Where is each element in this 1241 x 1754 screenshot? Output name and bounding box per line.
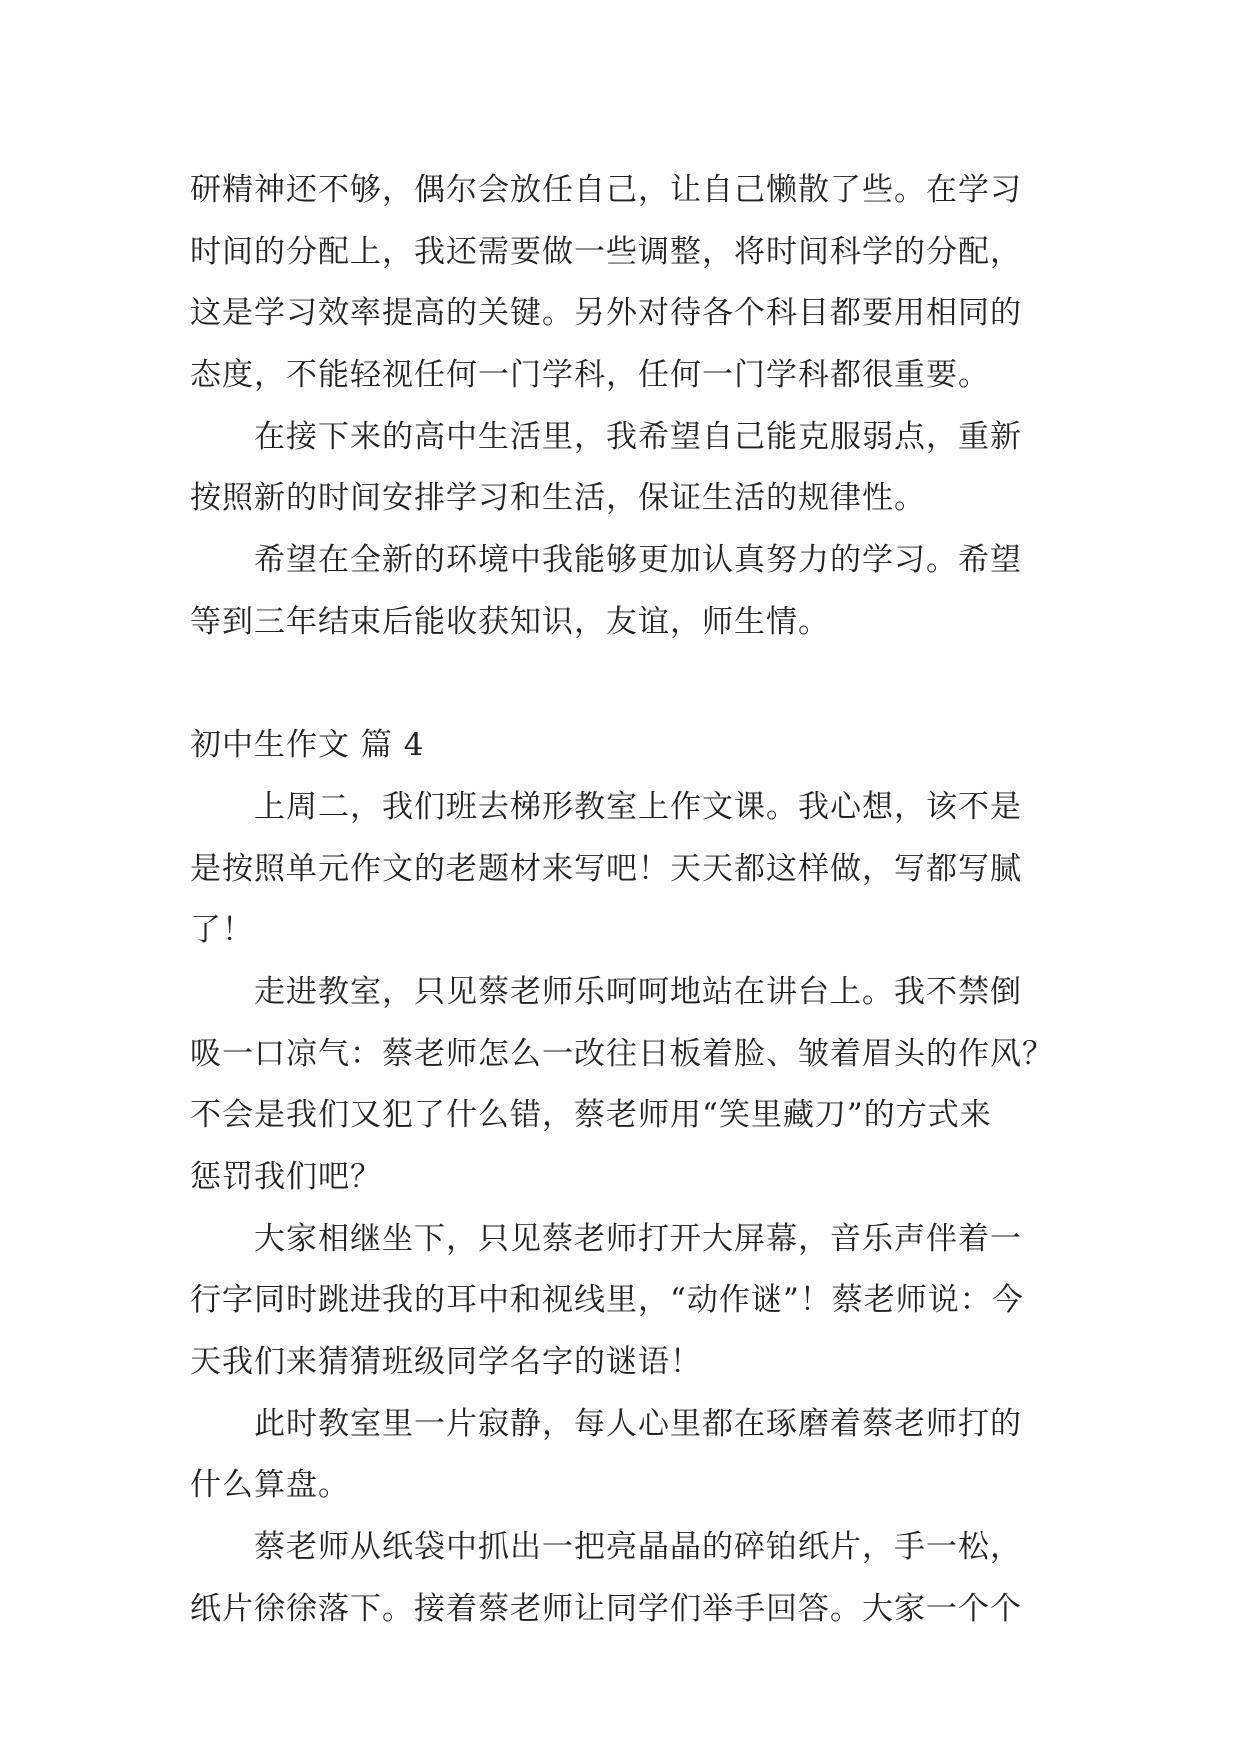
document-body	[190, 160, 1070, 1641]
text-line: 惩罚我们吧？	[190, 1159, 382, 1195]
text-line: 什么算盘。	[190, 1467, 350, 1504]
text-line: 纸片徐徐落下。接着蔡老师让同学们举手回答。大家一个个	[190, 1590, 1022, 1627]
text-line: 天我们来猜猜班级同学名字的谜语！	[190, 1344, 702, 1381]
section-spacer	[190, 654, 1070, 716]
paragraph-first-line: 此时教室里一片寂静，每人心里都在琢磨着蔡老师打的	[254, 1405, 1022, 1442]
text-line: 行字同时跳进我的耳中和视线里，“动作谜”！蔡老师说：今	[190, 1282, 1024, 1319]
text-line: 等到三年结束后能收获知识，友谊，师生情。	[190, 603, 830, 640]
text-line: 是按照单元作文的老题材来写吧！天天都这样做，写都写腻	[190, 850, 1022, 887]
paragraph-first-line: 走进教室，只见蔡老师乐呵呵地站在讲台上。我不禁倒	[254, 973, 1022, 1010]
text-line: 了！	[190, 912, 254, 949]
paragraph-first-line: 在接下来的高中生活里，我希望自己能克服弱点，重新	[254, 418, 1022, 455]
paragraph-first-line: 希望在全新的环境中我能够更加认真努力的学习。希望	[254, 542, 1022, 579]
text-line: 按照新的时间安排学习和生活，保证生活的规律性。	[190, 480, 926, 517]
paragraph-first-line: 上周二，我们班去梯形教室上作文课。我心想，该不是	[254, 788, 1022, 825]
text-line: 研精神还不够，偶尔会放任自己，让自己懒散了些。在学习	[190, 172, 1022, 208]
text-line: 态度，不能轻视任何一门学科，任何一门学科都很重要。	[190, 357, 990, 394]
section-title: 初中生作文 篇 4	[190, 727, 425, 764]
text-line: 时间的分配上，我还需要做一些调整，将时间科学的分配，	[190, 233, 1022, 270]
paragraph-first-line: 大家相继坐下，只见蔡老师打开大屏幕，音乐声伴着一	[254, 1220, 1022, 1257]
text-line: 这是学习效率提高的关键。另外对待各个科目都要用相同的	[190, 295, 1022, 332]
text-line: 不会是我们又犯了什么错，蔡老师用“笑里藏刀”的方式来	[190, 1097, 992, 1134]
paragraph-first-line: 蔡老师从纸袋中抓出一把亮晶晶的碎铂纸片，手一松，	[254, 1529, 1022, 1566]
text-line: 吸一口凉气：蔡老师怎么一改往日板着脸、皱着眉头的作风？	[190, 1035, 1054, 1072]
